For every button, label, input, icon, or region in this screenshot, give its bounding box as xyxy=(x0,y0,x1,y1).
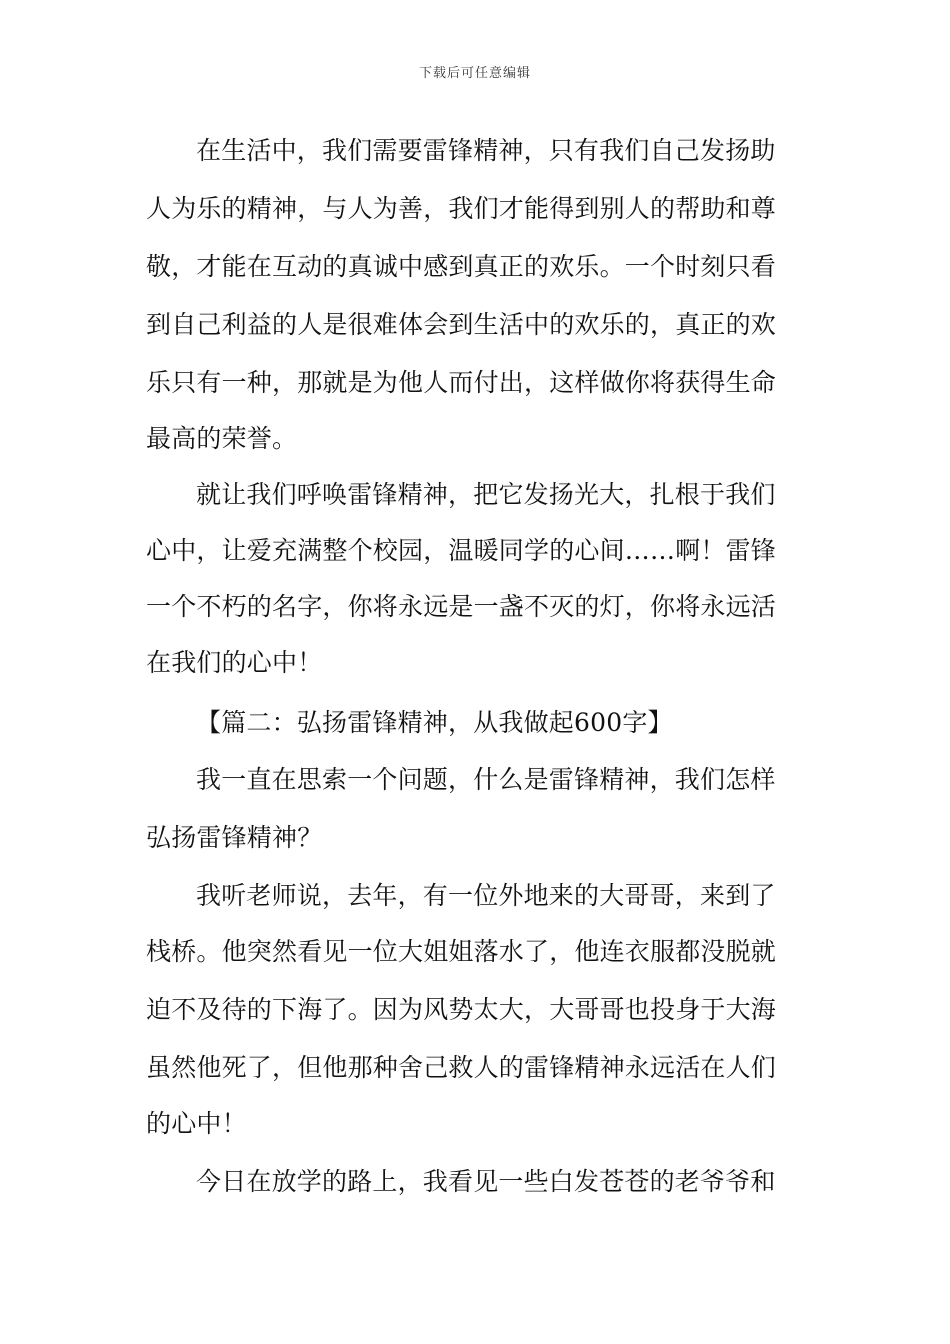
text-line: 心中，让爱充满整个校园，温暖同学的心间……啊！雷锋 xyxy=(146,536,777,565)
text-line: 敬，才能在互动的真诚中感到真正的欢乐。一个时刻只看 xyxy=(146,252,777,281)
text-line: 最高的荣誉。 xyxy=(146,424,298,453)
text-line: 在生活中，我们需要雷锋精神，只有我们自己发扬助 xyxy=(196,136,776,165)
text-line: 今日在放学的路上，我看见一些白发苍苍的老爷爷和 xyxy=(196,1167,776,1196)
text-line: 我一直在思索一个问题，什么是雷锋精神，我们怎样 xyxy=(196,765,776,794)
text-line: 乐只有一种，那就是为他人而付出，这样做你将获得生命 xyxy=(146,368,777,397)
text-line: 到自己利益的人是很难体会到生活中的欢乐的，真正的欢 xyxy=(146,310,777,339)
page-header: 下载后可任意编辑 xyxy=(418,66,531,81)
text-line: 我听老师说，去年，有一位外地来的大哥哥，来到了 xyxy=(196,881,776,910)
text-line: 人为乐的精神，与人为善，我们才能得到别人的帮助和尊 xyxy=(146,194,777,223)
text-line: 在我们的心中！ xyxy=(146,648,323,677)
section-heading: 【篇二：弘扬雷锋精神，从我做起600字】 xyxy=(196,708,673,737)
text-line: 一个不朽的名字，你将永远是一盏不灭的灯，你将永远活 xyxy=(146,592,777,621)
text-line: 虽然他死了，但他那种舍己救人的雷锋精神永远活在人们 xyxy=(146,1053,777,1082)
text-line: 弘扬雷锋精神？ xyxy=(146,823,323,852)
text-line: 栈桥。他突然看见一位大姐姐落水了，他连衣服都没脱就 xyxy=(146,937,777,966)
text-line: 的心中！ xyxy=(146,1109,247,1138)
text-line: 迫不及待的下海了。因为风势太大，大哥哥也投身于大海 xyxy=(146,995,777,1024)
text-line: 就让我们呼唤雷锋精神，把它发扬光大，扎根于我们 xyxy=(196,480,776,509)
